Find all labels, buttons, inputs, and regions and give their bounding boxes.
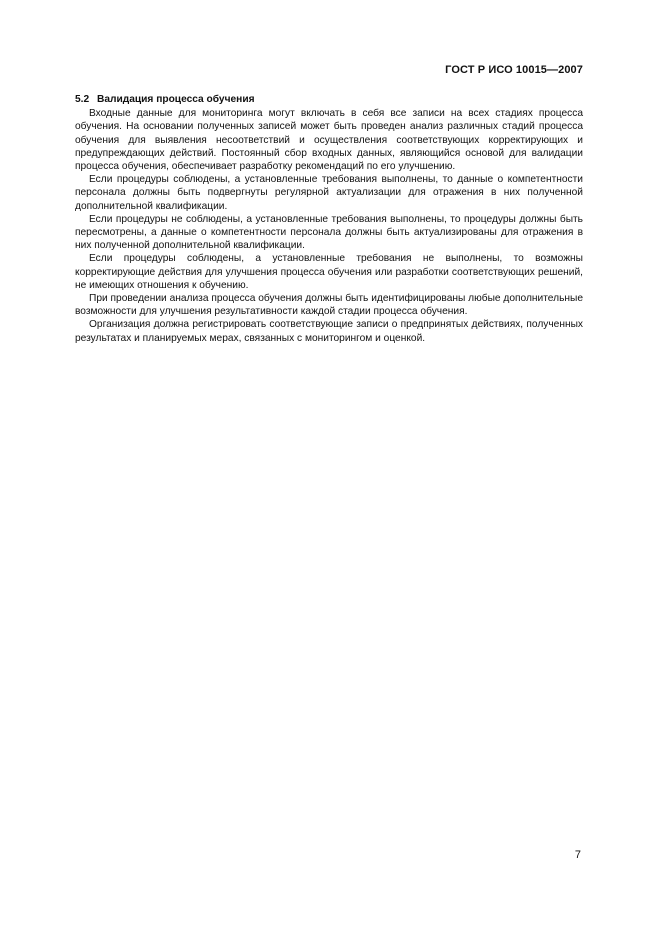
paragraph-text: Если процедуры не соблюдены, а установленные требования выполнены, то процедуры должны быть пересмотрены, а данные о компетентности персонала должны быть актуализированы для отражения в них полученной дополнительной квалификации. (75, 213, 583, 252)
section-title: Валидация процесса обучения (97, 94, 255, 105)
paragraph-text: Организация должна регистрировать соответствующие записи о предпринятых действиях, полученных результатах и планируемых мерах, связанных с мониторингом и оценкой. (75, 319, 583, 344)
paragraph (75, 107, 583, 173)
paragraph (75, 252, 583, 292)
section-heading (75, 93, 583, 106)
paragraph-text: Если процедуры соблюдены, а установленные требования не выполнены, то возможны корректирующие действия для улучшения процесса обучения или разработки соответствующих решений, не имеющих отношения к обучению. (75, 253, 583, 291)
paragraph (75, 213, 583, 253)
paragraph (75, 318, 583, 344)
section-number: 5.2 (75, 94, 90, 105)
paragraph-text: Входные данные для мониторинга могут включать в себя все записи на всех стадиях процесса обучения. На основании полученных записей может быть проведен анализ различных стадий процесса обучения для выявления несоответствий и осуществления соответствующих корректирующих и предупреждающих действий. Постоянный сбор входных данных, являющийся основой для валидации процесса обучения, обеспечивает разработку рекомендаций по его улучшению. (75, 108, 583, 173)
section-content (75, 93, 583, 345)
document-code-header: ГОСТ Р ИСО 10015—2007 (445, 64, 583, 76)
paragraph (75, 292, 583, 318)
paragraph-text: Если процедуры соблюдены, а установленные требования выполнены, то данные о компетентности персонала должны быть подвергнуты регулярной актуализации для отражения в них полученной дополнительной квалификации. (75, 174, 583, 212)
page-number: 7 (574, 849, 581, 861)
paragraph-text: При проведении анализа процесса обучения должны быть идентифицированы любые дополнительные возможности для улучшения результативности каждой стадии процесса обучения. (75, 293, 583, 318)
paragraph (75, 173, 583, 213)
